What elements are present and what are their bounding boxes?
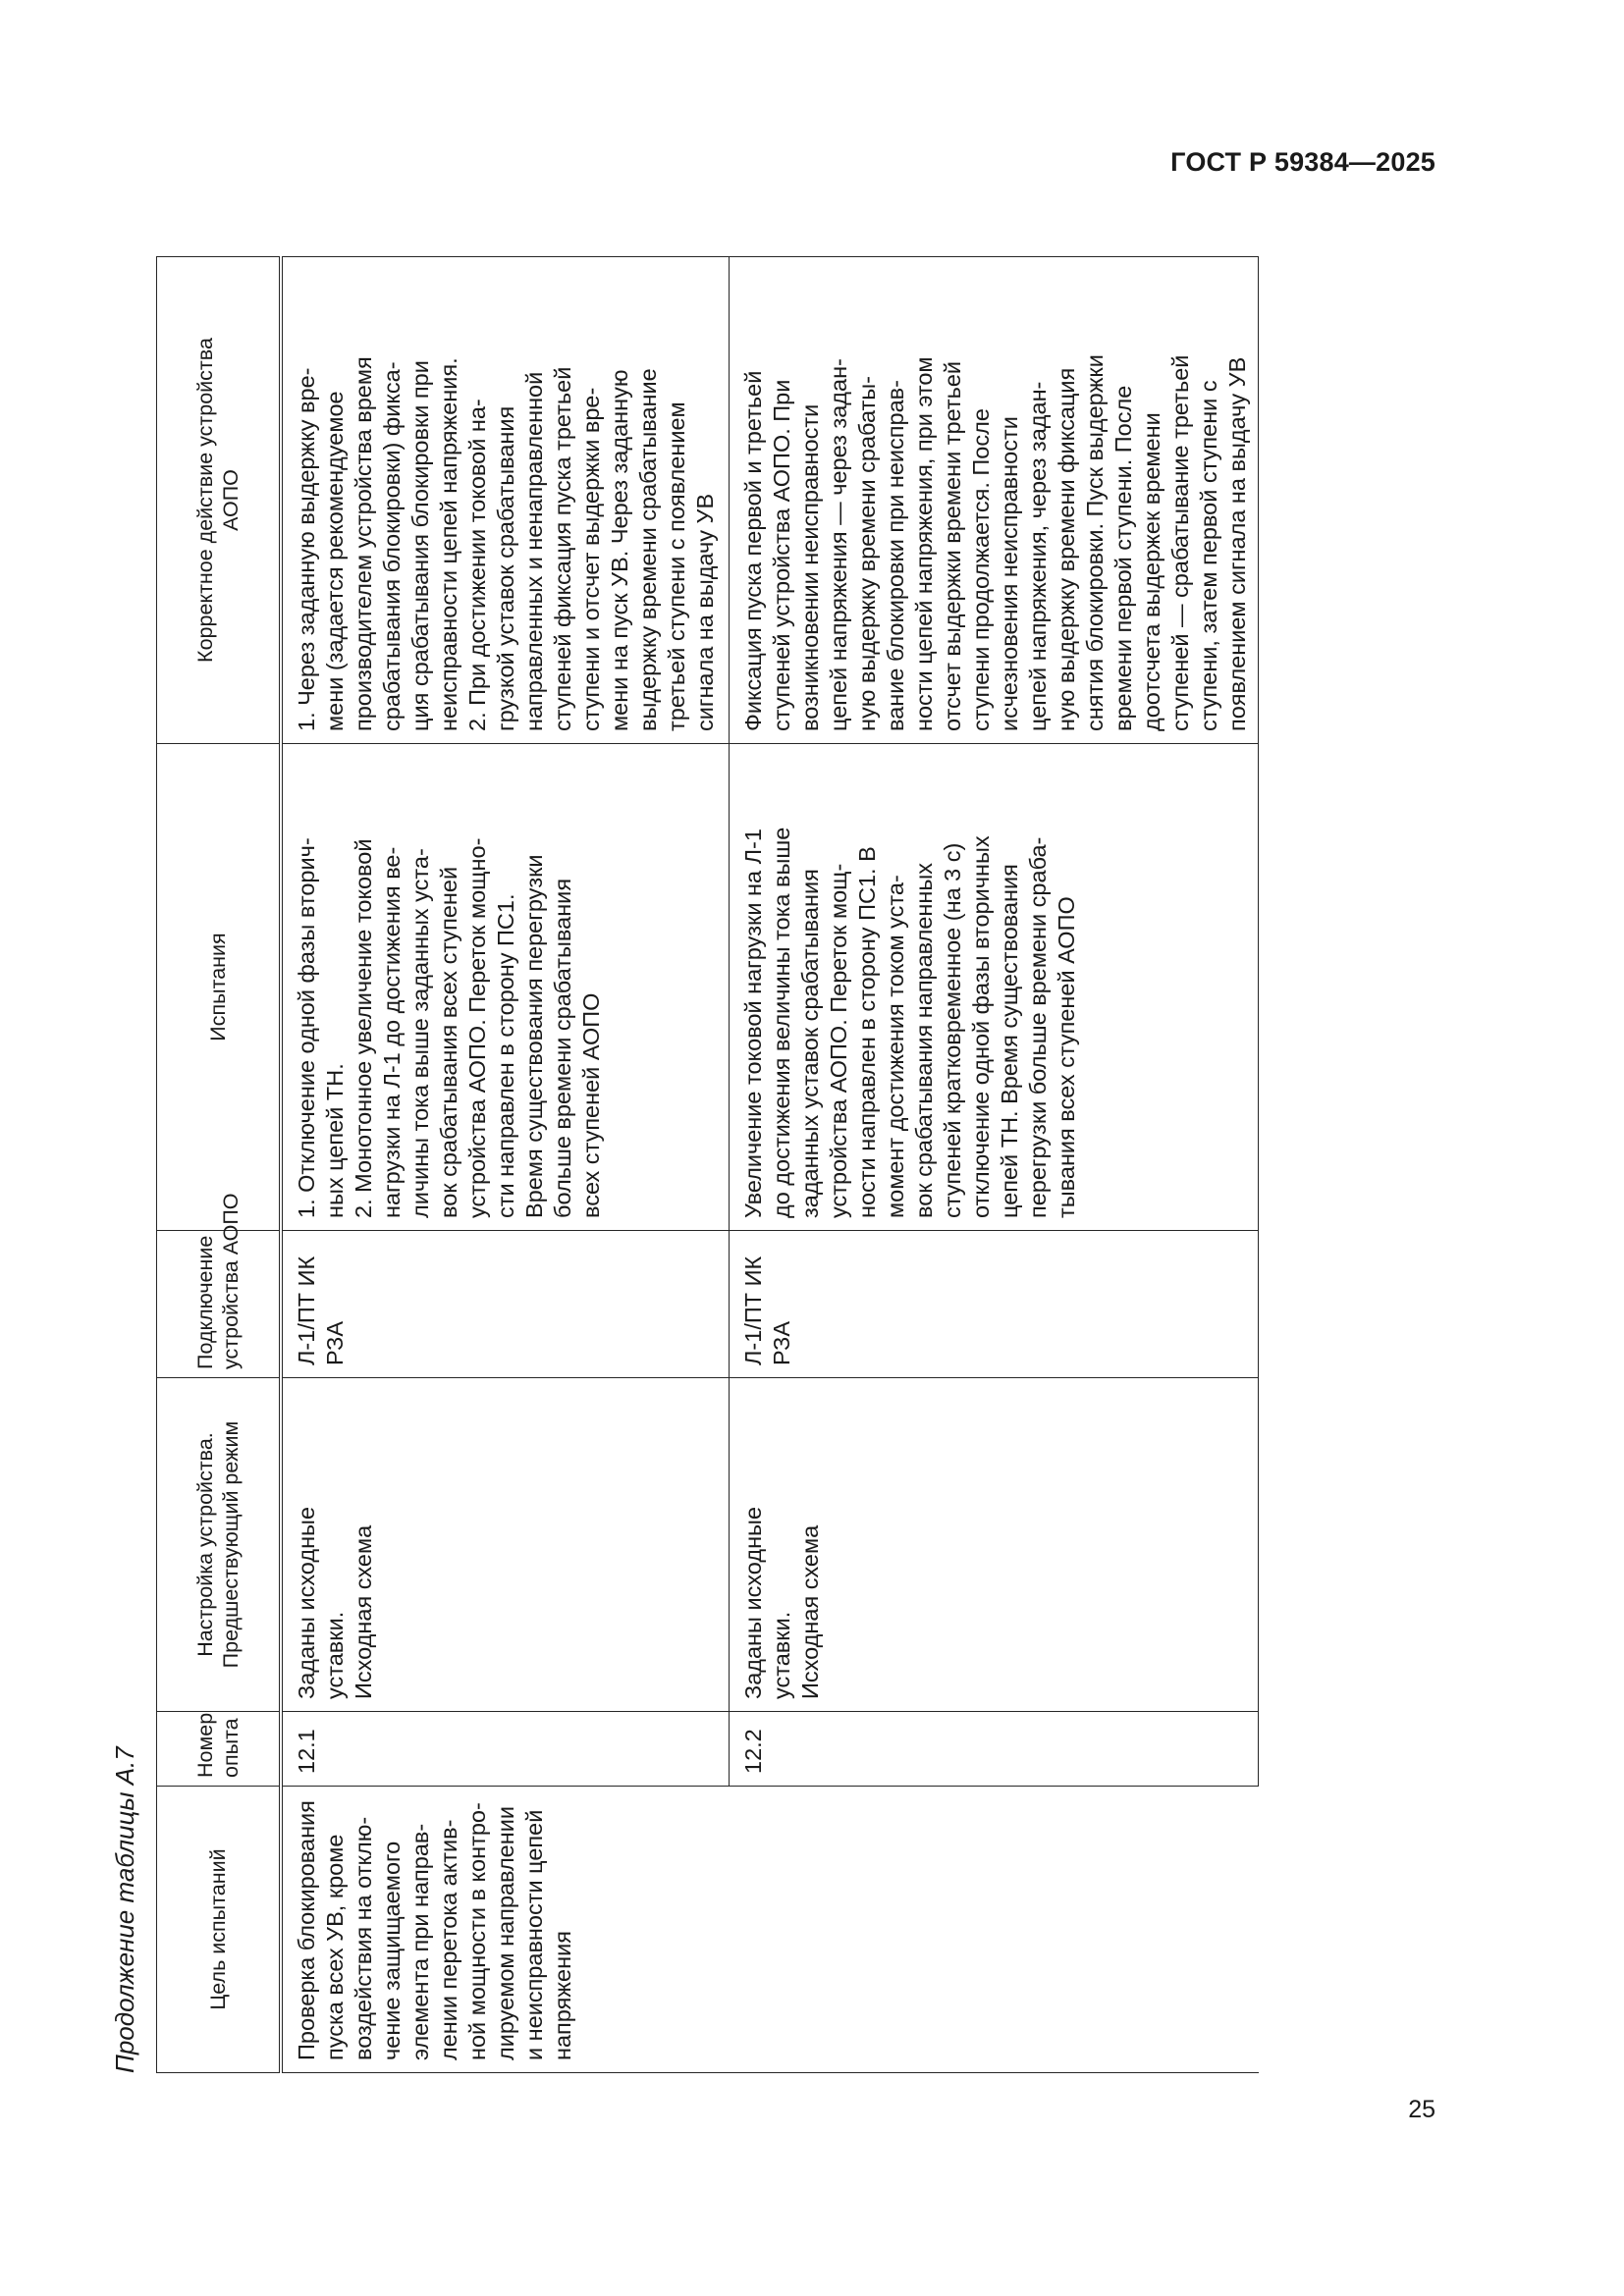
cell-number: 12.2 <box>730 1712 1259 1787</box>
cell-text-line: вок срабатывания направленных <box>911 862 937 1218</box>
cell-text-line: 1. Через заданную выдержку вре- <box>294 367 319 731</box>
rotated-table-block <box>110 257 1250 2073</box>
column-header-number <box>157 1712 282 1787</box>
cell-text-line: Номер <box>193 1712 217 1778</box>
cell-text-line: лении перетока актив- <box>436 1819 461 2060</box>
cell-text-line: ную выдержку времени срабаты- <box>854 376 880 731</box>
cell-text-line: отсчет выдержки времени третьей <box>940 360 965 731</box>
cell-text-line: устройства АОПО. Переток мощно- <box>464 837 490 1218</box>
cell-text-line: элемента при направ- <box>407 1823 433 2060</box>
cell-text-line: ных цепей ТН. <box>322 1063 348 1218</box>
cell-text-line: больше времени срабатывания <box>550 878 575 1218</box>
cell-text-line: до достижения величины тока выше <box>769 827 794 1218</box>
cell-text-line: цепей ТН. Время существования <box>997 864 1022 1218</box>
cell-text-line: воздействия на отклю- <box>351 1816 376 2060</box>
cell-text-line: Время существования перегрузки <box>521 854 547 1218</box>
cell-text-line: выдержку времени срабатывание <box>635 368 661 731</box>
cell-text-line: цепей напряжения — через задан- <box>826 358 851 731</box>
column-header-connection <box>157 1193 282 1378</box>
cell-text-line: ступени продолжается. После <box>968 408 994 731</box>
cell-text-line: снятия блокировки. Пуск выдержки <box>1082 354 1108 731</box>
cell-goal-continued <box>730 1787 1259 2073</box>
cell-text-line: Исходная схема <box>351 1524 376 1699</box>
cell-text-line: уставки. <box>769 1611 794 1699</box>
cell-text-line: Исходная схема <box>797 1524 823 1699</box>
cell-text-line: ступеней фиксация пуска третьей <box>550 366 575 731</box>
cell-text-line: 2. При достижении токовой на- <box>464 399 490 731</box>
cell-text-line: грузкой уставок срабатывания <box>493 405 518 731</box>
column-header-result <box>157 257 282 744</box>
cell-text-line: Увеличение токовой нагрузки на Л-1 <box>740 828 766 1218</box>
cell-text-line: производителем устройства время <box>351 356 376 731</box>
cell-text-line: перегрузки больше времени сраба- <box>1025 836 1051 1218</box>
page-number: 25 <box>1408 2096 1435 2123</box>
cell-text-line: Предшествующий режим <box>219 1420 243 1669</box>
cell-text-line: ной мощности в контро- <box>464 1802 490 2060</box>
cell-text-line: Корректное действие устройства <box>193 338 217 663</box>
cell-text-line: ступеней — срабатывание третьей <box>1167 354 1193 731</box>
cell-text-line: напряжения <box>550 1931 575 2060</box>
cell-text-line: цепей напряжения, через задан- <box>1025 381 1051 731</box>
column-header-setup <box>157 1378 282 1712</box>
cell-text-line: мени (задается рекомендуемое <box>322 391 348 731</box>
column-header-goal <box>157 1787 282 2073</box>
column-header-tests <box>157 744 282 1231</box>
cell-connection: Л-1/ПТ ИК РЗА <box>281 1231 730 1378</box>
cell-goal <box>281 1787 730 2073</box>
cell-text-line: ступени, затем первой ступени с <box>1196 380 1221 731</box>
cell-text-line: неисправности цепей напряжения. <box>436 357 461 731</box>
document-standard-header: ГОСТ Р 59384—2025 <box>1170 147 1435 177</box>
cell-text-line: направленных и ненаправленной <box>521 371 547 731</box>
cell-text-line: Испытания <box>206 933 230 1041</box>
table-row <box>281 257 730 2073</box>
cell-text-line: Заданы исходные <box>294 1506 319 1699</box>
cell-text-line: ности направлен в сторону ПС1. В <box>854 846 880 1218</box>
table-caption: Продолжение таблицы А.7 <box>110 1746 139 2073</box>
cell-text-line: ция срабатывания блокировки при <box>407 360 433 731</box>
cell-text-line: Подключение <box>193 1235 217 1369</box>
cell-text-line: заданных уставок срабатывания <box>797 869 823 1218</box>
cell-text-line: Цель испытаний <box>206 1848 230 2010</box>
cell-text-line: Заданы исходные <box>740 1506 766 1699</box>
cell-text-line: ную выдержку времени фиксация <box>1054 367 1079 731</box>
cell-tests <box>730 744 1259 1231</box>
cell-text-line: ступени и отсчет выдержки вре- <box>578 387 604 731</box>
cell-number: 12.1 <box>281 1712 730 1787</box>
cell-text-line: чение защищаемого <box>379 1841 405 2060</box>
cell-text-line: вание блокировки при неисправ- <box>883 380 908 731</box>
cell-text-line: ности цепей напряжения, при этом <box>911 356 937 731</box>
cell-text-line: тывания всех ступеней АОПО <box>1054 896 1079 1218</box>
cell-text-line: срабатывания блокировки) фикса- <box>379 361 405 731</box>
cell-text-line: лируемом направлении <box>493 1806 518 2060</box>
table-row <box>730 257 1259 2073</box>
cell-connection: Л-1/ПТ ИК РЗА <box>730 1231 1259 1378</box>
cell-text-line: третьей ступени с появлением <box>664 401 689 731</box>
cell-text-line: отключение одной фазы вторичных <box>968 835 994 1218</box>
cell-text-line: Настройка устройства. <box>193 1432 217 1657</box>
cell-text-line: нагрузки на Л-1 до достижения ве- <box>379 846 405 1218</box>
cell-text-line: сигнала на выдачу УВ <box>692 493 718 731</box>
cell-text-line: появлением сигнала на выдачу УВ <box>1224 356 1250 731</box>
cell-tests <box>281 744 730 1231</box>
cell-text-line: ступеней кратковременное (на 3 с) <box>940 842 965 1218</box>
test-table <box>156 256 1259 2073</box>
cell-text-line: сти направлен в сторону ПС1. <box>493 893 518 1218</box>
cell-text-line: доотсчета выдержек времени <box>1139 412 1164 731</box>
table-header-row <box>157 257 282 2073</box>
cell-setup <box>730 1378 1259 1712</box>
cell-text-line: АОПО <box>219 469 243 531</box>
cell-text-line: всех ступеней АОПО <box>578 992 604 1218</box>
cell-text-line: исчезновения неисправности <box>997 416 1022 731</box>
cell-text-line: пуска всех УВ, кроме <box>322 1834 348 2060</box>
cell-text-line: ступеней устройства АОПО. При <box>769 379 794 731</box>
cell-text-line: Проверка блокирования <box>294 1800 319 2060</box>
cell-text-line: Фиксация пуска первой и третьей <box>740 370 766 731</box>
cell-text-line: возникновении неисправности <box>797 403 823 731</box>
cell-text-line: 1. Отключение одной фазы вторич- <box>294 837 319 1218</box>
cell-text-line: и неисправности цепей <box>521 1809 547 2060</box>
cell-text-line: личины тока выше заданных уста- <box>407 848 433 1218</box>
cell-text-line: мени на пуск УВ. Через заданную <box>607 369 632 731</box>
cell-result <box>730 257 1259 744</box>
cell-text-line: опыта <box>219 1718 243 1778</box>
cell-text-line: уставки. <box>322 1611 348 1699</box>
cell-text-line: устройства АОПО <box>219 1193 243 1369</box>
cell-text-line: устройства АОПО. Переток мощ- <box>826 863 851 1218</box>
cell-text-line: момент достижения током уста- <box>883 875 908 1218</box>
cell-setup <box>281 1378 730 1712</box>
cell-text-line: вок срабатывания всех ступеней <box>436 866 461 1218</box>
cell-text-line: времени первой ступени. После <box>1110 385 1136 731</box>
cell-text-line: 2. Монотонное увеличение токовой <box>351 838 376 1218</box>
cell-result <box>281 257 730 744</box>
